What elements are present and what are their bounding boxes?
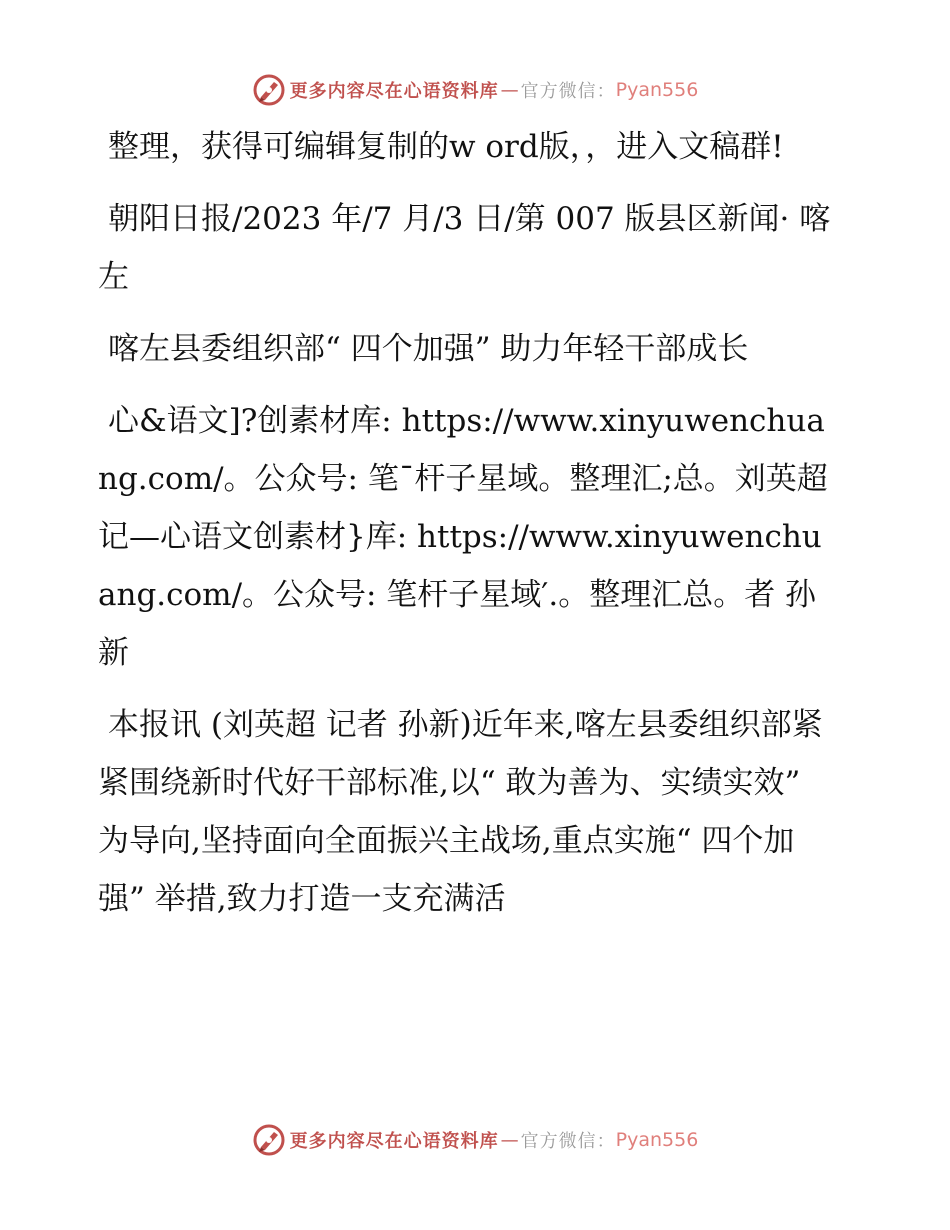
article-title: 喀左县委组织部“ 四个加强” 助力年轻干部成长 [108, 331, 749, 367]
banner-dash: — [500, 79, 519, 101]
banner-slogan: 更多内容尽在心语资料库 [289, 1131, 499, 1152]
logo-icon [252, 1123, 286, 1157]
banner-wechat-label: 官方微信： [520, 1131, 616, 1152]
paragraph-watermark-text: 心&语文]?创素材库: https://www.xinyuwenchuang.com/。公众号: 笔¯杆子星域。整理汇;总。刘英超 记—心语文创素材}库: https://www.xinyuwenchuang.com/。公众号: 笔杆子星域′.。整理汇总。者 孙新 [98, 403, 828, 671]
footer-banner [0, 1120, 950, 1160]
banner-wechat-id: Pyan556 [615, 1129, 699, 1151]
banner-dash: — [500, 1129, 519, 1151]
banner-wechat-id: Pyan556 [615, 79, 699, 101]
header-banner [0, 70, 950, 110]
paragraph-source: 朝阳日报/2023 年/7 月/3 日/第 007 版县区新闻· 喀左 [98, 201, 831, 295]
banner-slogan: 更多内容尽在心语资料库 [289, 81, 499, 102]
logo-icon [252, 73, 286, 107]
paragraph-intro: 整理，获得可编辑复制的w ord版，，进入文稿群! [108, 129, 784, 165]
paragraph-article-body: 本报讯 (刘英超 记者 孙新)近年来,喀左县委组织部紧紧围绕新时代好干部标准,以“ 敢为善为、实绩实效” 为导向,坚持面向全面振兴主战场,重点实施“ 四个加强” 举措,致力打造一支充满活 [98, 707, 823, 917]
document-body [98, 118, 838, 942]
banner-wechat-label: 官方微信： [520, 81, 616, 102]
